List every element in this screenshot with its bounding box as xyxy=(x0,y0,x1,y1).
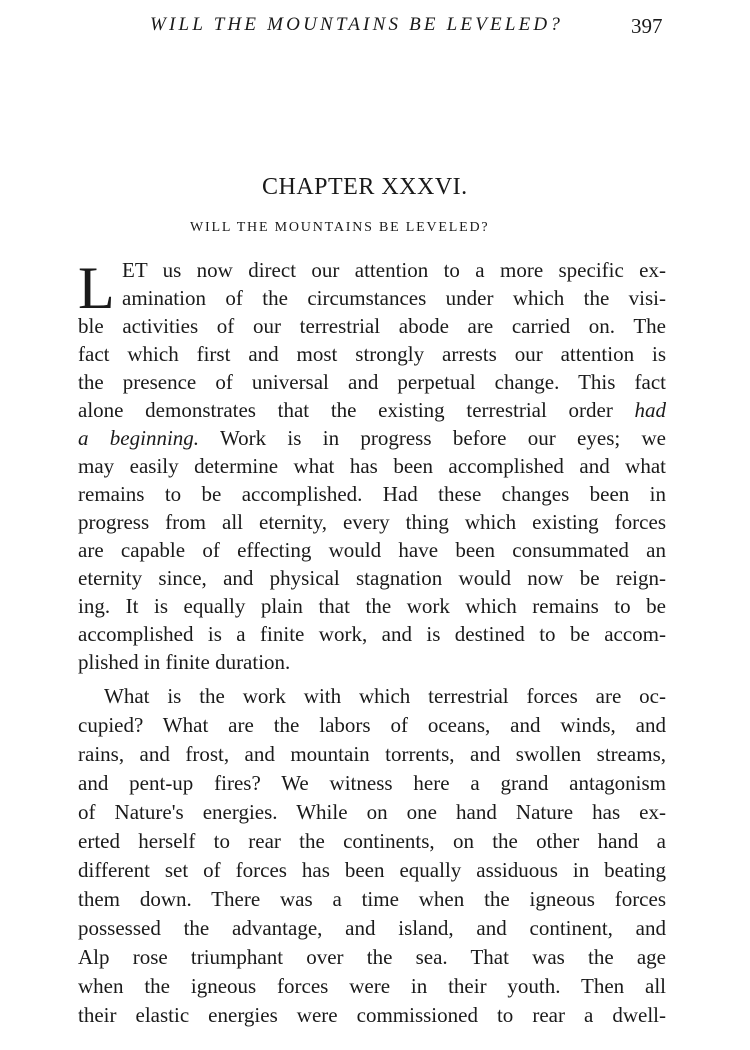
text-line: the presence of universal and perpetual change. This fact xyxy=(78,370,666,394)
text-line: their elastic energies were commissioned to rear a dwell- xyxy=(78,1003,666,1027)
text-line: of Nature's energies. While on one hand Nature has ex- xyxy=(78,800,666,824)
text-line: remains to be accomplished. Had these changes been in xyxy=(78,482,666,506)
text-line: Alp rose triumphant over the sea. That was the age xyxy=(78,945,666,969)
drop-cap: L xyxy=(78,255,115,321)
text-line: them down. There was a time when the igneous forces xyxy=(78,887,666,911)
text-line xyxy=(78,424,666,452)
page-number: 397 xyxy=(631,14,663,38)
text-segment: Work is in progress before our eyes; we xyxy=(219,426,666,450)
text-line: progress from all eternity, every thing which existing forces xyxy=(78,510,666,534)
running-head-title: WILL THE MOUNTAINS BE LEVELED? xyxy=(150,14,564,35)
text-line: accomplished is a finite work, and is destined to be accom- xyxy=(78,622,666,646)
text-segment: alone demonstrates that the existing terrestrial order xyxy=(78,398,613,422)
text-line: ing. It is equally plain that the work which remains to be xyxy=(78,594,666,618)
text-line: when the igneous forces were in their youth. Then all xyxy=(78,974,666,998)
italic-text: had xyxy=(634,398,666,422)
text-line: amination of the circumstances under which the visi- xyxy=(122,286,666,310)
chapter-title: CHAPTER XXXVI. xyxy=(262,174,468,200)
text-line: different set of forces has been equally assiduous in beating xyxy=(78,858,666,882)
text-line: are capable of effecting would have been consummated an xyxy=(78,538,666,562)
text-line: eternity since, and physical stagnation would now be reign- xyxy=(78,566,666,590)
text-line: What is the work with which terrestrial forces are oc- xyxy=(104,684,666,708)
text-line: rains, and frost, and mountain torrents, and swollen streams, xyxy=(78,742,666,766)
text-line: and pent-up fires? We witness here a grand antagonism xyxy=(78,771,666,795)
text-line xyxy=(78,396,666,424)
text-line: plished in finite duration. xyxy=(78,650,291,674)
text-line: cupied? What are the labors of oceans, and winds, and xyxy=(78,713,666,737)
text-line: fact which first and most strongly arrests our attention is xyxy=(78,342,666,366)
text-line: erted herself to rear the continents, on the other hand a xyxy=(78,829,666,853)
italic-text: a beginning. xyxy=(78,426,200,450)
text-line: ET us now direct our attention to a more specific ex- xyxy=(122,258,666,282)
text-line: possessed the advantage, and island, and continent, and xyxy=(78,916,666,940)
chapter-subtitle: WILL THE MOUNTAINS BE LEVELED? xyxy=(190,220,490,235)
text-line: may easily determine what has been accomplished and what xyxy=(78,454,666,478)
text-line: ble activities of our terrestrial abode are carried on. The xyxy=(78,314,666,338)
